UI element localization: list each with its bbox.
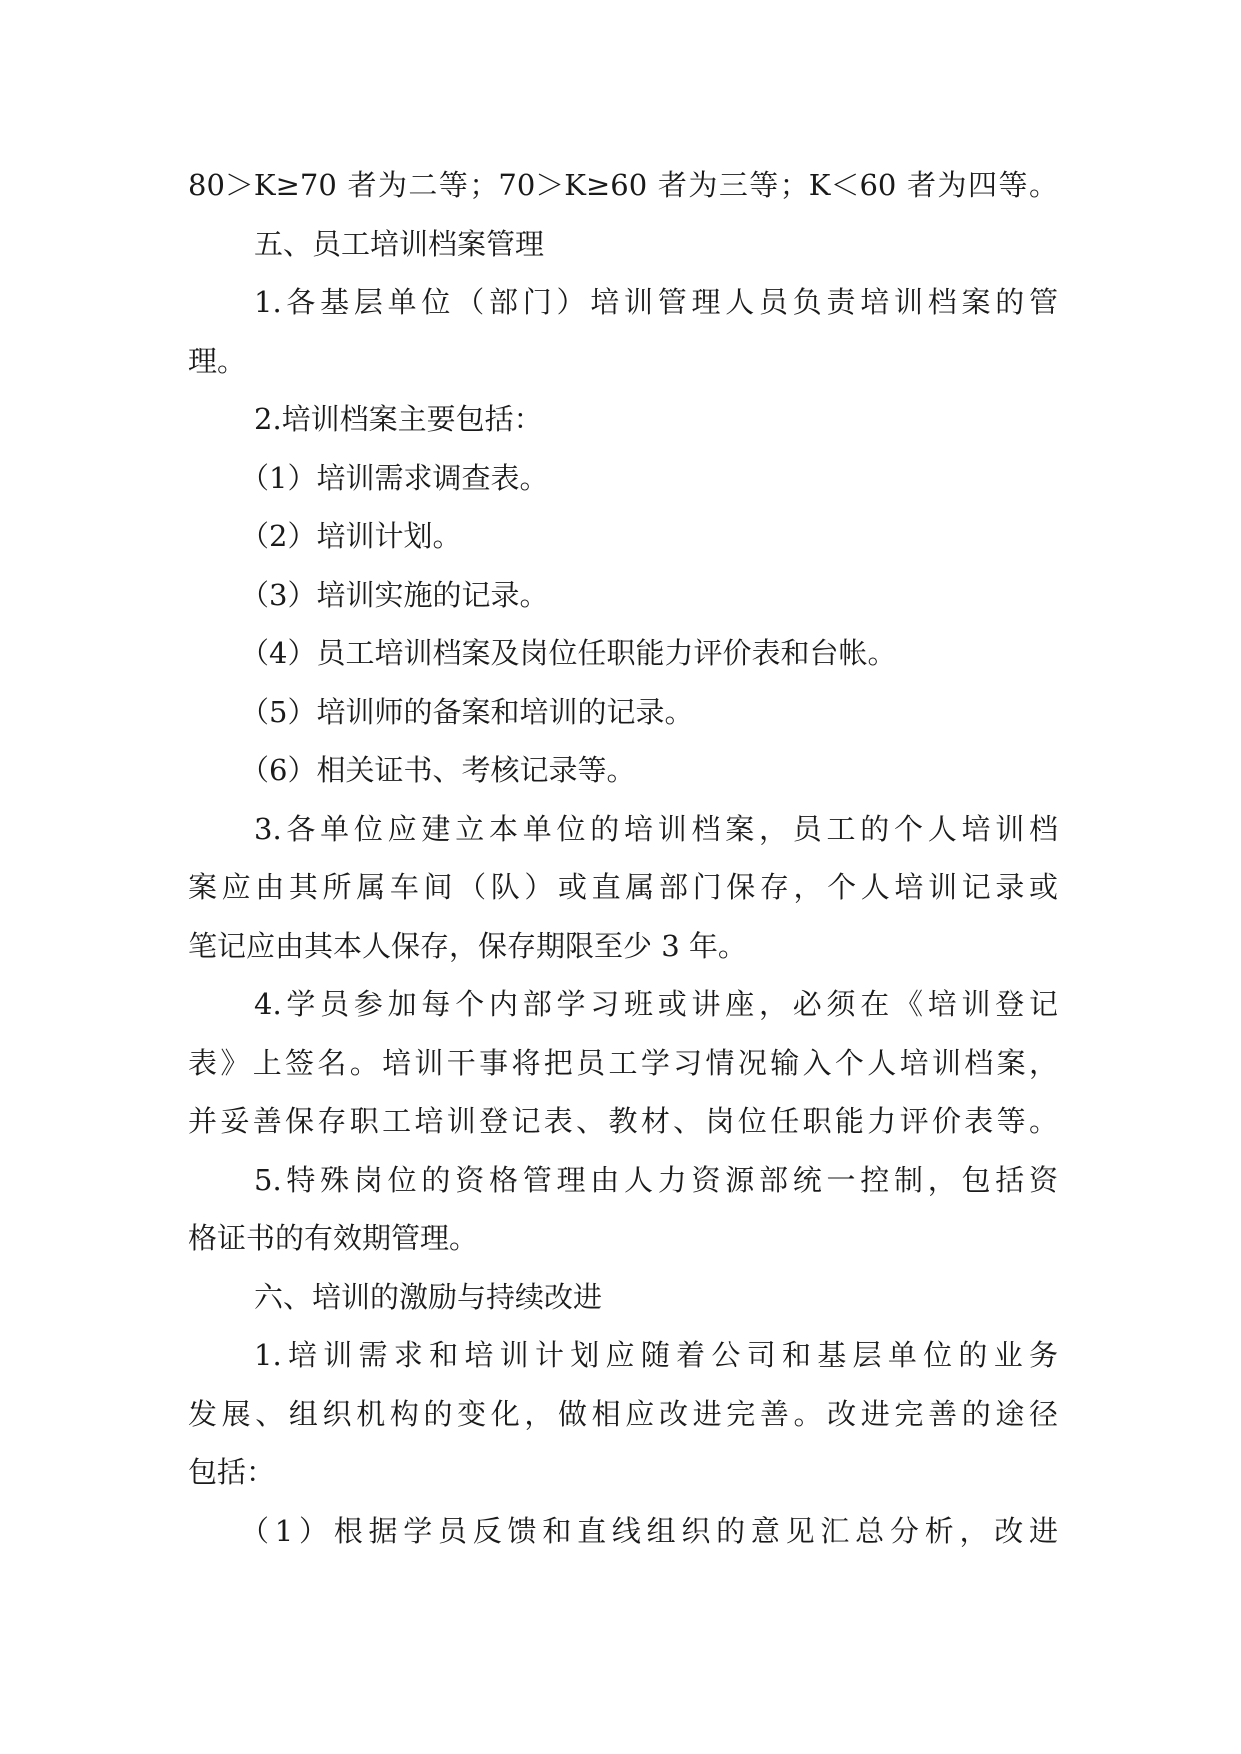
text-line: 包括：: [188, 1455, 276, 1489]
list-item: （1）根据学员反馈和直线组织的意见汇总分析，改进: [240, 1513, 1058, 1548]
document-body: [188, 156, 1058, 1560]
list-item: （6）相关证书、考核记录等。: [240, 753, 636, 787]
section-heading: 六、培训的激励与持续改进: [254, 1279, 603, 1314]
text-line: 1.各基层单位（部门）培训管理人员负责培训档案的管: [254, 285, 1058, 319]
text-line: 表》上签名。培训干事将把员工学习情况输入个人培训档案，: [188, 1045, 1058, 1080]
list-item: （1）培训需求调查表。: [240, 460, 549, 495]
text-line: 5.特殊岗位的资格管理由人力资源部统一控制，包括资: [254, 1162, 1058, 1197]
text-line: 格证书的有效期管理。: [188, 1221, 479, 1255]
section-heading: 五、员工培训档案管理: [254, 226, 545, 261]
text-line: 3.各单位应建立本单位的培训档案，员工的个人培训档: [254, 811, 1058, 846]
list-item: （2）培训计划。: [240, 519, 462, 553]
text-line: 并妥善保存职工培训登记表、教材、岗位任职能力评价表等。: [188, 1104, 1058, 1138]
list-item: （4）员工培训档案及岗位任职能力评价表和台帐。: [240, 636, 897, 670]
text-line: 2.培训档案主要包括：: [254, 402, 543, 436]
text-line: 4.学员参加每个内部学习班或讲座，必须在《培训登记: [254, 987, 1058, 1021]
text-line: 80＞K≥70 者为二等；70＞K≥60 者为三等；K＜60 者为四等。: [188, 168, 1058, 202]
text-line: 笔记应由其本人保存，保存期限至少 3 年。: [188, 928, 747, 963]
text-line: 1.培训需求和培训计划应随着公司和基层单位的业务: [254, 1338, 1058, 1372]
text-line: 案应由其所属车间（队）或直属部门保存，个人培训记录或: [188, 870, 1058, 904]
list-item: （5）培训师的备案和培训的记录。: [240, 694, 694, 729]
list-item: （3）培训实施的记录。: [240, 577, 549, 612]
text-line: 发展、组织机构的变化，做相应改进完善。改进完善的途径: [188, 1396, 1058, 1431]
text-line: 理。: [188, 343, 247, 378]
